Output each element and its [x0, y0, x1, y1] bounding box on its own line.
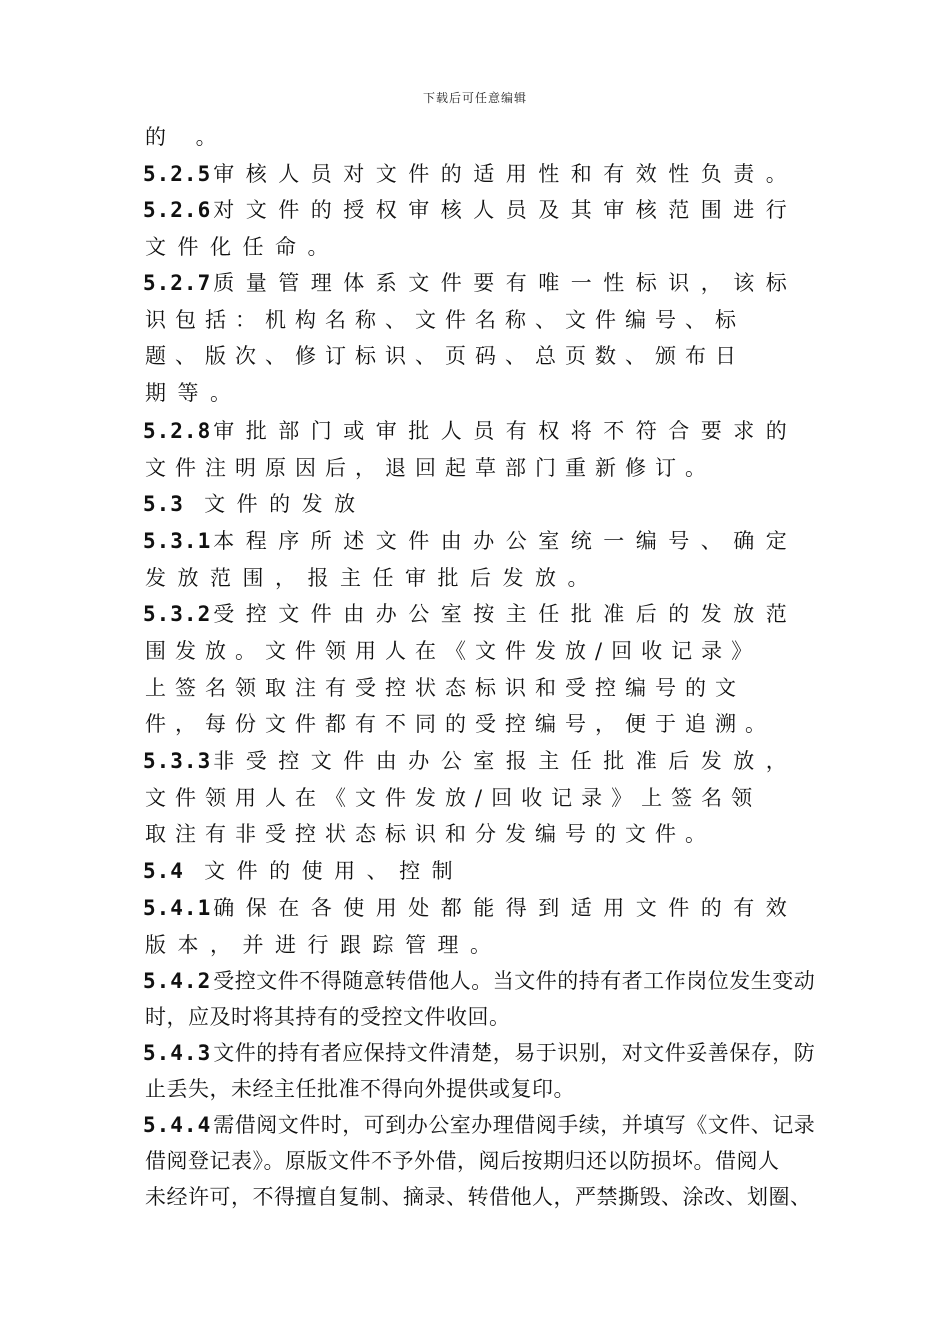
text-line: 上签名领取注有受控状态标识和受控编号的文	[145, 676, 745, 700]
text-line: 的 。	[145, 125, 229, 149]
text-line: 借阅登记表》。原版文件不予外借，阅后按期归还以防损坏。借阅人	[145, 1149, 780, 1173]
text-line: 5.2.7质量管理体系文件要有唯一性标识，该标	[143, 271, 799, 295]
text-line: 5.3.3非受控文件由办公室报主任批准后发放，	[143, 749, 799, 773]
text-line: 5.3.1本程序所述文件由办公室统一编号、确定	[143, 529, 799, 553]
text-line: 5.3.2受控文件由办公室按主任批准后的发放范	[143, 602, 799, 626]
text-line: 题、版次、修订标识、页码、总页数、颁布日	[145, 344, 745, 368]
text-line: 文件注明原因后，退回起草部门重新修订。	[145, 456, 715, 480]
text-line: 件，每份文件都有不同的受控编号，便于追溯。	[145, 712, 775, 736]
text-line: 时，应及时将其持有的受控文件收回。	[145, 1005, 511, 1029]
text-line: 发放范围，报主任审批后发放。	[145, 566, 600, 590]
text-line: 期等。	[145, 381, 243, 405]
text-line: 5.4.2受控文件不得随意转借他人。当文件的持有者工作岗位发生变动	[143, 969, 816, 993]
text-line: 版本，并进行跟踪管理。	[145, 933, 503, 957]
text-line: 5.2.8审批部门或审批人员有权将不符合要求的	[143, 419, 799, 443]
page-header: 下载后可任意编辑	[422, 91, 527, 105]
text-line: 取注有非受控状态标识和分发编号的文件。	[145, 822, 715, 846]
text-line: 识包括：机构名称、文件名称、文件编号、标	[145, 308, 745, 332]
text-line: 5.4.4需借阅文件时，可到办公室办理借阅手续，并填写《文件、记录	[143, 1113, 816, 1137]
text-line: 5.4.3文件的持有者应保持文件清楚，易于识别，对文件妥善保存，防	[143, 1041, 816, 1065]
text-line: 止丢失，未经主任批准不得向外提供或复印。	[145, 1077, 575, 1101]
text-line: 5.4.1确保在各使用处都能得到适用文件的有效	[143, 896, 799, 920]
section-heading: 5.4 文件的使用、控制	[143, 859, 465, 883]
text-line: 围发放。文件领用人在《文件发放/回收记录》	[145, 639, 762, 663]
section-heading: 5.3 文件的发放	[143, 492, 367, 516]
text-line: 文件领用人在《文件发放/回收记录》上签名领	[145, 786, 762, 810]
text-line: 5.2.5审核人员对文件的适用性和有效性负责。	[143, 162, 799, 186]
text-line: 文件化任命。	[145, 235, 340, 259]
text-line: 5.2.6对文件的授权审核人员及其审核范围进行	[143, 198, 799, 222]
text-line: 未经许可，不得擅自复制、摘录、转借他人，严禁撕毁、涂改、划圈、	[145, 1185, 812, 1209]
